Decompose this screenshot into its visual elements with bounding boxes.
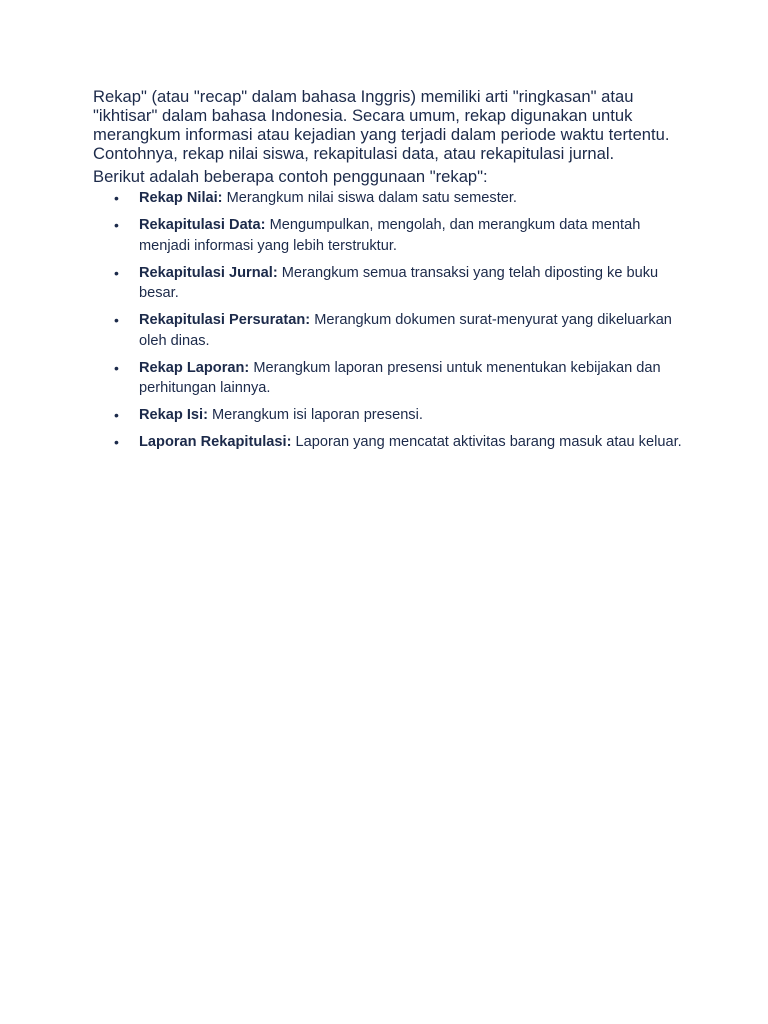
item-text: Merangkum dokumen surat-menyurat yang dikeluarkan oleh dinas. bbox=[139, 312, 672, 349]
bullet-icon: • bbox=[114, 190, 119, 206]
item-text: Merangkum semua transaksi yang telah diposting ke buku besar. bbox=[139, 264, 659, 301]
list-item bbox=[93, 432, 683, 453]
list-item bbox=[93, 188, 683, 209]
list-item bbox=[93, 405, 683, 426]
bullet-icon: • bbox=[114, 312, 119, 328]
lead-sentence: Berikut adalah beberapa contoh penggunaan "rekap": bbox=[93, 167, 488, 186]
item-term: Rekapitulasi Data: bbox=[139, 217, 266, 233]
item-text: Merangkum isi laporan presensi. bbox=[207, 407, 423, 423]
usage-list bbox=[93, 188, 683, 453]
list-item bbox=[93, 215, 683, 256]
item-term: Rekap Nilai: bbox=[139, 190, 223, 206]
item-term: Rekap Isi: bbox=[139, 407, 208, 423]
list-item bbox=[93, 358, 683, 399]
item-text: Laporan yang mencatat aktivitas barang masuk atau keluar. bbox=[291, 434, 682, 450]
intro-paragraph: Rekap" (atau "recap" dalam bahasa Inggris) memiliki arti "ringkasan" atau "ikhtisar" dalam bahasa Indonesia. Secara umum, rekap digunakan untuk merangkum informasi atau kejadian yang terjadi dalam periode waktu tertentu. Contohnya, rekap nilai siswa, rekapitulasi data, atau rekapitulasi jurnal. bbox=[93, 87, 670, 163]
bullet-icon: • bbox=[114, 264, 119, 281]
item-term: Rekap Laporan: bbox=[139, 359, 250, 376]
item-text: Merangkum laporan presensi untuk menentukan kebijakan dan perhitungan lainnya. bbox=[139, 359, 661, 396]
list-item bbox=[93, 310, 683, 351]
item-text: Merangkum nilai siswa dalam satu semester. bbox=[222, 190, 517, 206]
bullet-icon: • bbox=[114, 434, 119, 450]
bullet-icon: • bbox=[114, 407, 119, 423]
item-term: Rekapitulasi Persuratan: bbox=[139, 312, 311, 328]
bullet-icon: • bbox=[114, 359, 119, 376]
list-item bbox=[93, 263, 683, 304]
item-term: Laporan Rekapitulasi: bbox=[139, 434, 292, 450]
document-page bbox=[93, 87, 683, 459]
item-term: Rekapitulasi Jurnal: bbox=[139, 264, 278, 281]
item-text: Mengumpulkan, mengolah, dan merangkum data mentah menjadi informasi yang lebih terstruktur. bbox=[139, 217, 641, 254]
bullet-icon: • bbox=[114, 217, 119, 233]
